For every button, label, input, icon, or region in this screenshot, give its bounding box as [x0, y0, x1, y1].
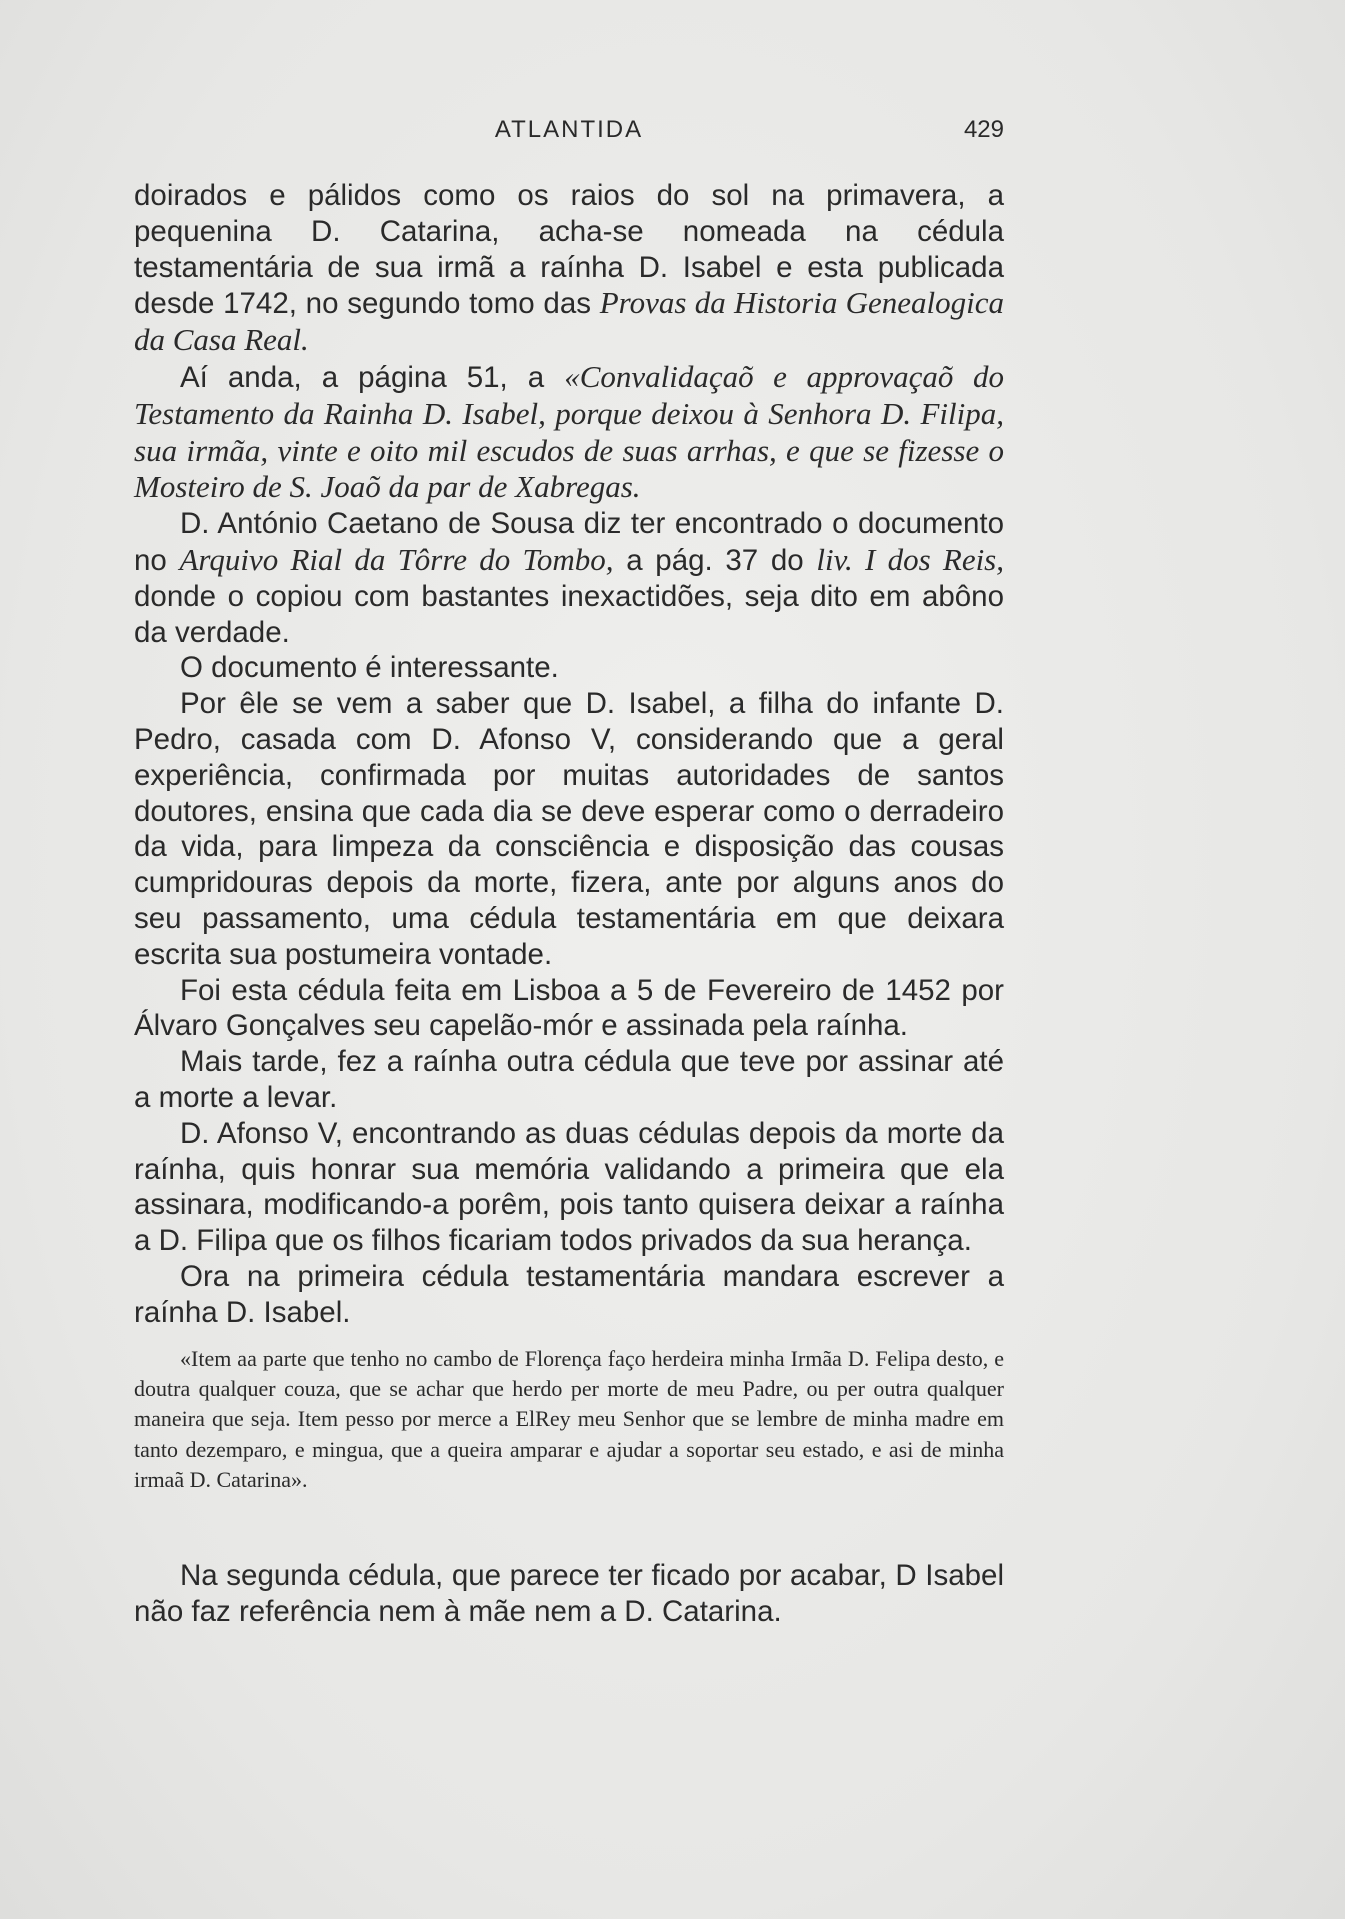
book-reference: liv. I dos Reis, — [816, 541, 1005, 577]
paragraph-1-text: doirados e pálidos como os raios do sol na primavera, a pequenina D. Catarina, acha-se nomeada na cédula testamentária de sua irmã a raínha D. Isabel e esta publicada desde 1742, no segundo tomo das — [134, 179, 1004, 321]
paragraph-9: Ora na primeira cédula testamentária mandara escrever a raínha D. Isabel. — [134, 1259, 1004, 1329]
main-text — [134, 178, 1004, 1331]
paragraph-3-text-c: donde o copiou com bastantes inexactidões, seja dito em abôno da verdade. — [134, 579, 1004, 649]
paragraph-5: Por êle se vem a saber que D. Isabel, a filha do infante D. Pedro, casada com D. Afonso V, considerando que a geral experiência, confirmada por muitas autoridades de santos doutores, ensina que cada dia se deve esperar como o derradeiro da vida, para limpeza da consciência e disposição das cousas cumpridouras depois da morte, fizera, ante por alguns anos do seu passamento, uma cédula testamentária em que deixara escrita sua postumeira vontade. — [134, 687, 1004, 971]
paragraph-2-text: Aí anda, a página 51, a — [180, 360, 565, 394]
paragraph-8: D. Afonso V, encontrando as duas cédulas depois da morte da raínha, quis honrar sua memória validando a primeira que ela assinara, modificando-a porêm, pois tanto quisera deixar a raínha a D. Filipa que os filhos ficariam todos privados da sua herança. — [134, 1116, 1004, 1258]
paragraph-4: O documento é interessante. — [180, 651, 559, 685]
paragraph-3 — [134, 506, 1004, 650]
paragraph-3-text-b: a pág. 37 do — [613, 543, 817, 577]
paragraph-3-text-a: D. António Caetano de Sousa diz ter encontrado o documento no — [134, 507, 1004, 577]
page-number: 429 — [963, 116, 1004, 143]
final-paragraph: Na segunda cédula, que parece ter ficado por acabar, D Isabel não faz referência nem à mãe nem a D. Catarina. — [134, 1559, 1004, 1628]
archive-name: Arquivo Rial da Tôrre do Tombo, — [179, 541, 614, 577]
running-title: ATLANTIDA — [494, 116, 644, 143]
paragraph-7: Mais tarde, fez a raínha outra cédula que teve por assinar até a morte a levar. — [134, 1045, 1004, 1114]
paragraph-6: Foi esta cédula feita em Lisboa a 5 de Fevereiro de 1452 por Álvaro Gonçalves seu capelão-mór e assinada pela raínha. — [134, 973, 1004, 1043]
block-quote: «Item aa parte que tenho no cambo de Florença faço herdeira minha Irmãa D. Felipa desto, e doutra qualquer couza, que se achar que herdo per morte de meu Padre, ou per outra qualquer maneira que seja. Item pesso por merce a ElRey meu Senhor que se lembre de minha madre em tanto dezemparo, e mingua, que a queira amparar e ajudar a soportar seu estado, e asi de minha irmaã D. Catarina». — [134, 1346, 1004, 1492]
book-title: Provas da Historia Genealogica da Casa Real. — [134, 285, 1005, 358]
paragraph-2 — [134, 359, 1004, 506]
page-header — [134, 116, 1004, 156]
quoted-title: «Convalidaçaõ e approvaçaõ do Testamento da Rainha D. Isabel, porque deixou à Senhora D. Filipa, sua irmãa, vinte e oito mil escudos de suas arrhas, e que se fizesse o Mosteiro de S. Joaõ da par de Xabregas. — [134, 358, 1004, 505]
paragraph-1 — [134, 178, 1004, 359]
